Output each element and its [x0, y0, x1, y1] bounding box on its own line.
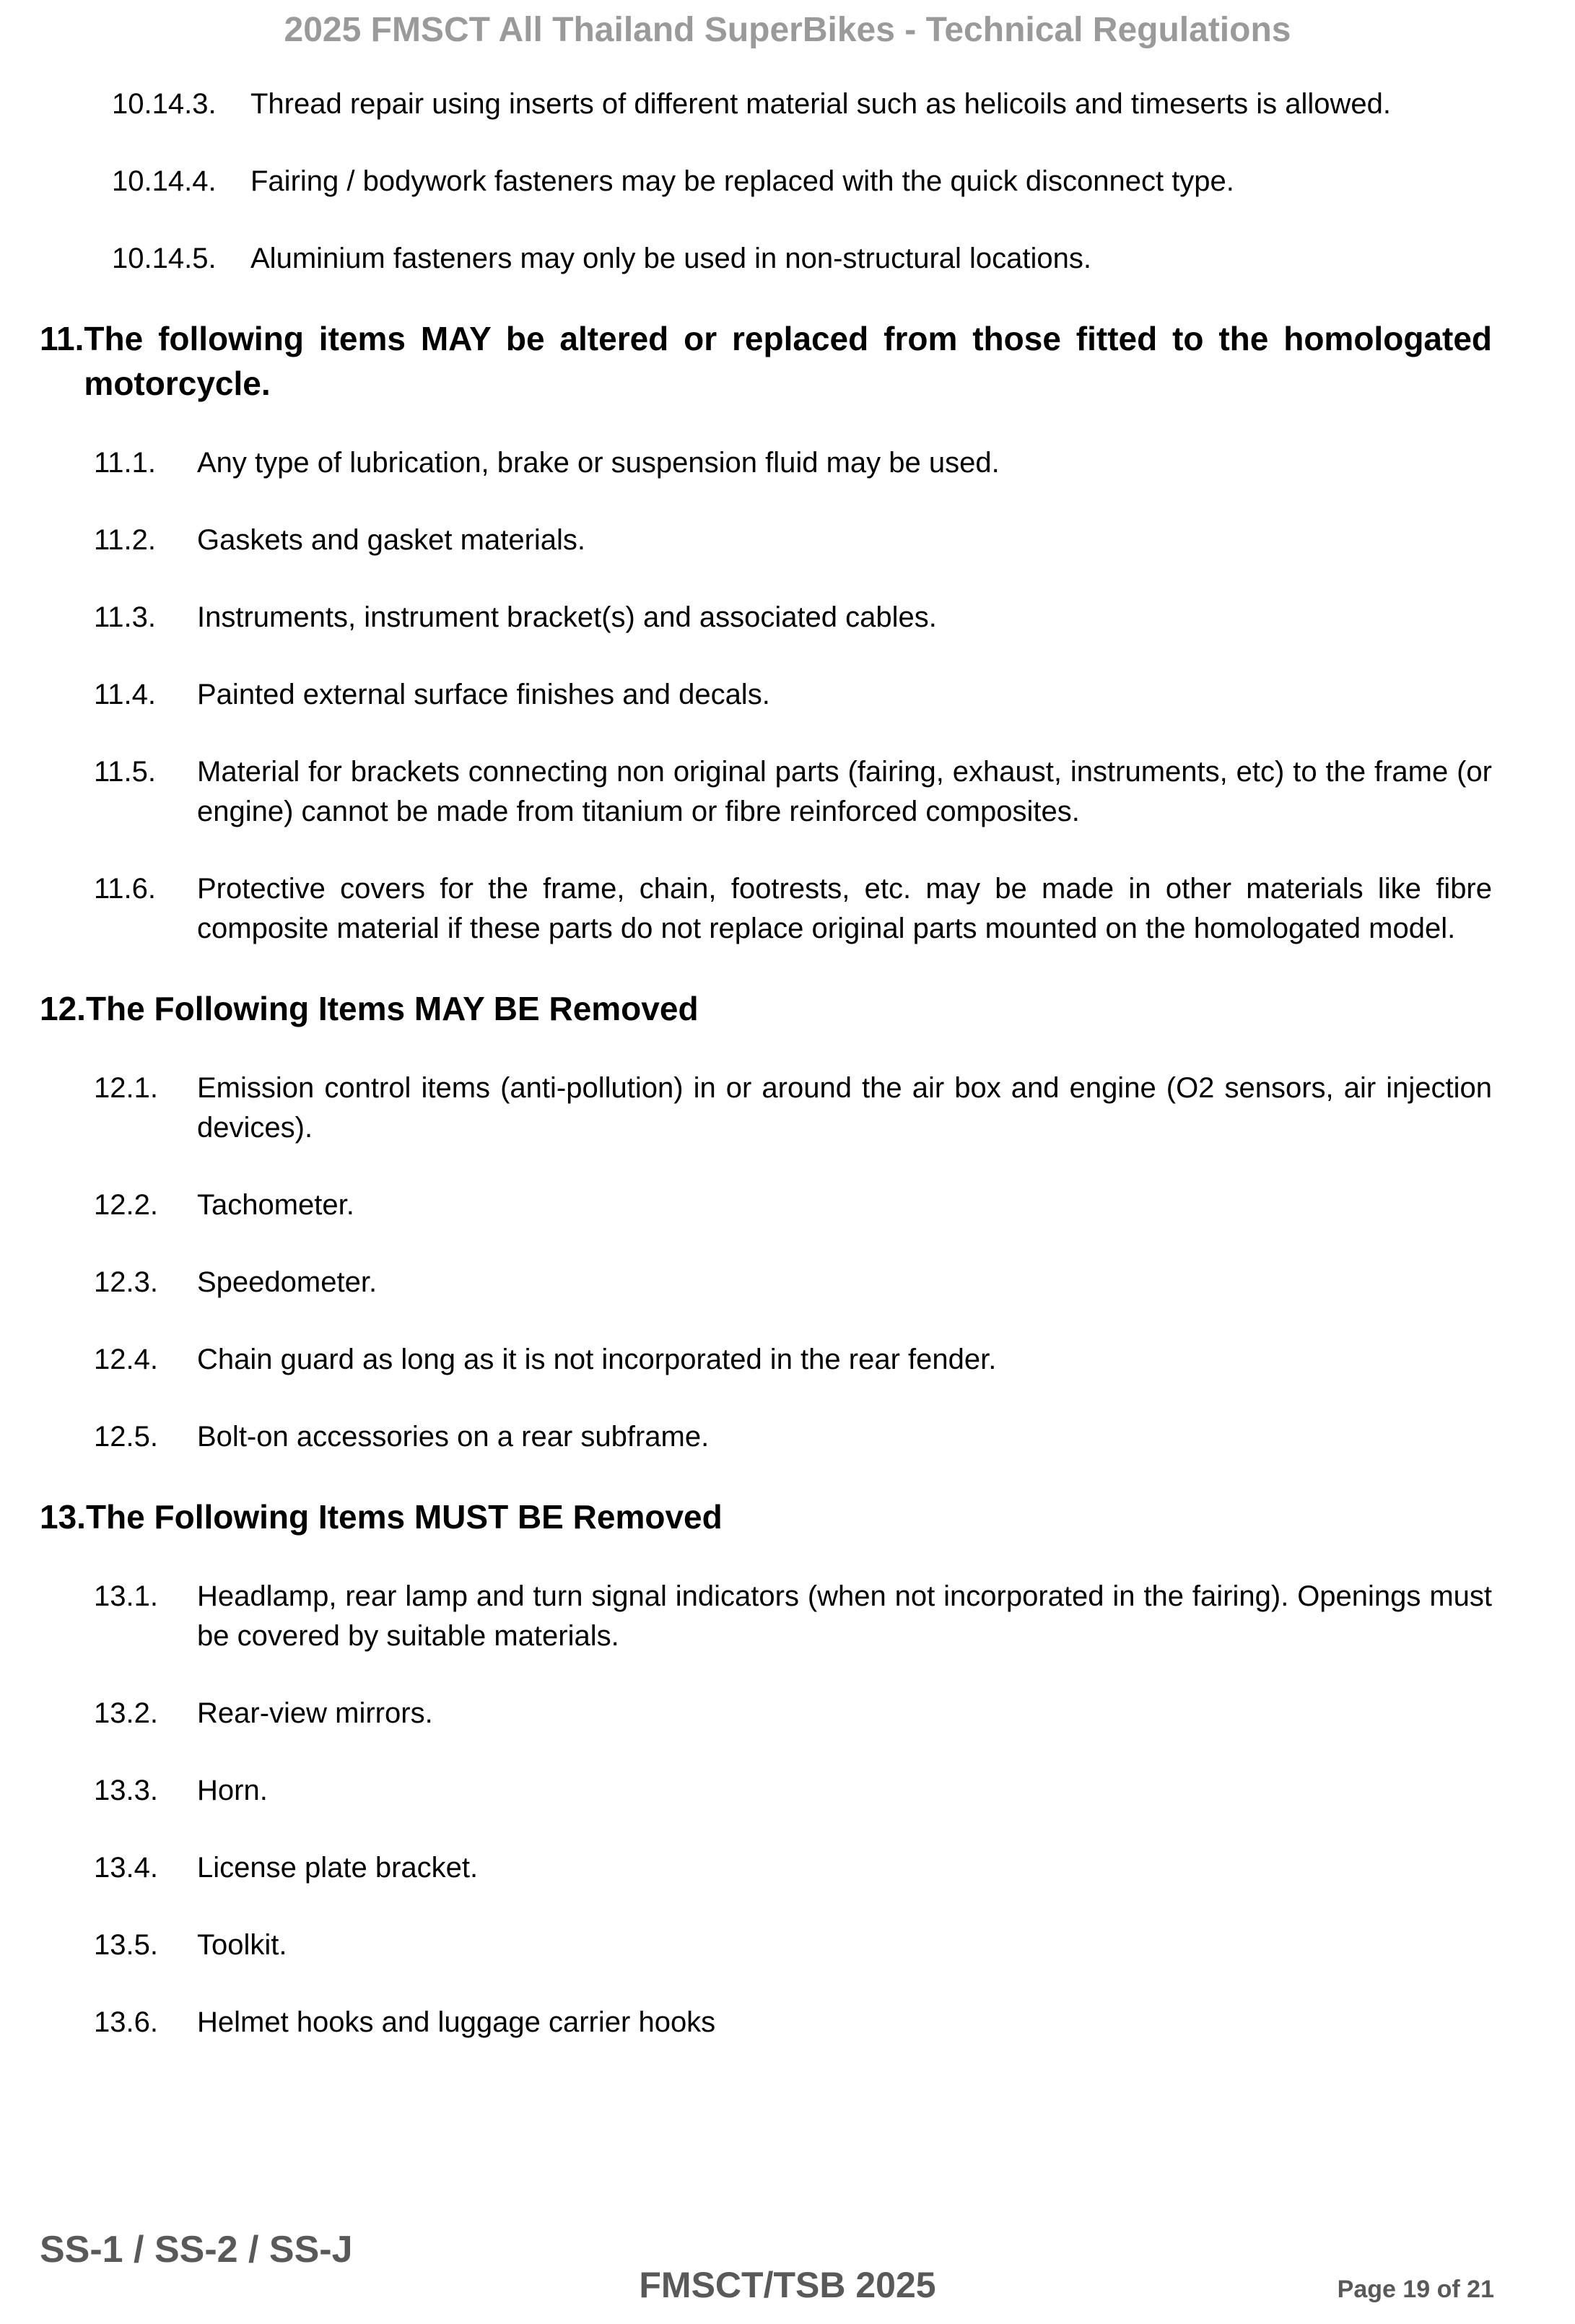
list-item — [0, 1771, 1492, 1811]
item-number: 11.5. — [94, 756, 156, 788]
item-text: Gaskets and gasket materials. — [197, 524, 586, 556]
item-text: Aluminium fasteners may only be used in non-structural locations. — [250, 243, 1091, 274]
list-item — [0, 1694, 1492, 1733]
item-text: Headlamp, rear lamp and turn signal indicators (when not incorporated in the fairing). Openings must be covered by suitable materials. — [197, 1580, 1492, 1652]
item-text: Speedometer. — [197, 1266, 378, 1298]
item-text: Instruments, instrument bracket(s) and associated cables. — [197, 601, 937, 633]
heading-text: The Following Items MAY BE Removed — [85, 990, 699, 1027]
heading-text: The following items MAY be altered or replaced from those fitted to the homologated motorcycle. — [84, 320, 1492, 402]
item-number: 13.3. — [94, 1775, 158, 1806]
heading-number: 11. — [40, 320, 84, 357]
list-item — [0, 1069, 1492, 1148]
item-number: 12.1. — [94, 1072, 158, 1104]
list-item — [0, 162, 1492, 201]
item-number: 12.4. — [94, 1344, 158, 1375]
item-number: 11.4. — [94, 679, 156, 710]
item-number: 12.2. — [94, 1189, 158, 1221]
section-heading — [0, 986, 1492, 1031]
footer-class-codes: SS-1 / SS-2 / SS-J — [40, 2229, 353, 2271]
item-number: 10.14.3. — [112, 88, 217, 120]
list-item — [0, 84, 1492, 124]
item-text: Bolt-on accessories on a rear subframe. — [197, 1421, 710, 1453]
footer-page-number: Page 19 of 21 — [1337, 2276, 1494, 2303]
item-text: Horn. — [197, 1775, 268, 1806]
list-item — [0, 1340, 1492, 1380]
item-number: 11.2. — [94, 524, 156, 556]
item-text: Rear-view mirrors. — [197, 1697, 433, 1729]
item-number: 12.3. — [94, 1266, 158, 1298]
item-text: Helmet hooks and luggage carrier hooks — [197, 2006, 716, 2038]
item-text: Any type of lubrication, brake or suspension fluid may be used. — [197, 447, 1000, 479]
document-title: 2025 FMSCT All Thailand SuperBikes - Technical Regulations — [284, 11, 1291, 49]
item-number: 10.14.4. — [112, 165, 217, 197]
section-heading — [0, 1494, 1492, 1539]
page-header — [0, 0, 1575, 50]
item-number: 11.3. — [94, 601, 156, 633]
item-number: 13.1. — [94, 1580, 158, 1612]
item-text: License plate bracket. — [197, 1852, 479, 1884]
list-item — [0, 1925, 1492, 1965]
item-text: Chain guard as long as it is not incorporated in the rear fender. — [197, 1344, 997, 1375]
item-number: 13.4. — [94, 1852, 158, 1884]
section-heading — [0, 316, 1492, 406]
item-number: 11.1. — [94, 447, 156, 479]
footer-doc-code: FMSCT/TSB 2025 — [639, 2265, 936, 2305]
heading-text: The Following Items MUST BE Removed — [85, 1498, 723, 1536]
item-number: 13.2. — [94, 1697, 158, 1729]
list-item — [0, 239, 1492, 279]
list-item — [0, 752, 1492, 832]
item-number: 10.14.5. — [112, 243, 217, 274]
item-text: Material for brackets connecting non original parts (fairing, exhaust, instruments, etc) to the frame (or engine) cannot be made from titanium or fibre reinforced composites. — [197, 756, 1492, 827]
item-text: Thread repair using inserts of different material such as helicoils and timeserts is allowed. — [250, 88, 1391, 120]
document-body — [0, 84, 1575, 2042]
heading-number: 12. — [40, 990, 86, 1027]
list-item — [0, 1577, 1492, 1656]
item-text: Fairing / bodywork fasteners may be replaced with the quick disconnect type. — [250, 165, 1234, 197]
list-item — [0, 2003, 1492, 2042]
list-item — [0, 443, 1492, 483]
list-item — [0, 1185, 1492, 1225]
list-item — [0, 521, 1492, 560]
item-number: 12.5. — [94, 1421, 158, 1453]
item-number: 13.6. — [94, 2006, 158, 2038]
list-item — [0, 598, 1492, 637]
item-text: Protective covers for the frame, chain, footrests, etc. may be made in other materials like fibre composite material if these parts do not replace original parts mounted on the homologated model. — [197, 873, 1492, 944]
item-text: Tachometer. — [197, 1189, 354, 1221]
list-item — [0, 675, 1492, 715]
list-item — [0, 1848, 1492, 1888]
list-item — [0, 869, 1492, 949]
item-text: Painted external surface finishes and decals. — [197, 679, 770, 710]
item-number: 11.6. — [94, 873, 156, 905]
list-item — [0, 1417, 1492, 1457]
item-text: Toolkit. — [197, 1929, 287, 1961]
heading-number: 13. — [40, 1498, 86, 1536]
list-item — [0, 1263, 1492, 1302]
item-number: 13.5. — [94, 1929, 158, 1961]
item-text: Emission control items (anti-pollution) in or around the air box and engine (O2 sensors, air injection devices). — [197, 1072, 1492, 1144]
